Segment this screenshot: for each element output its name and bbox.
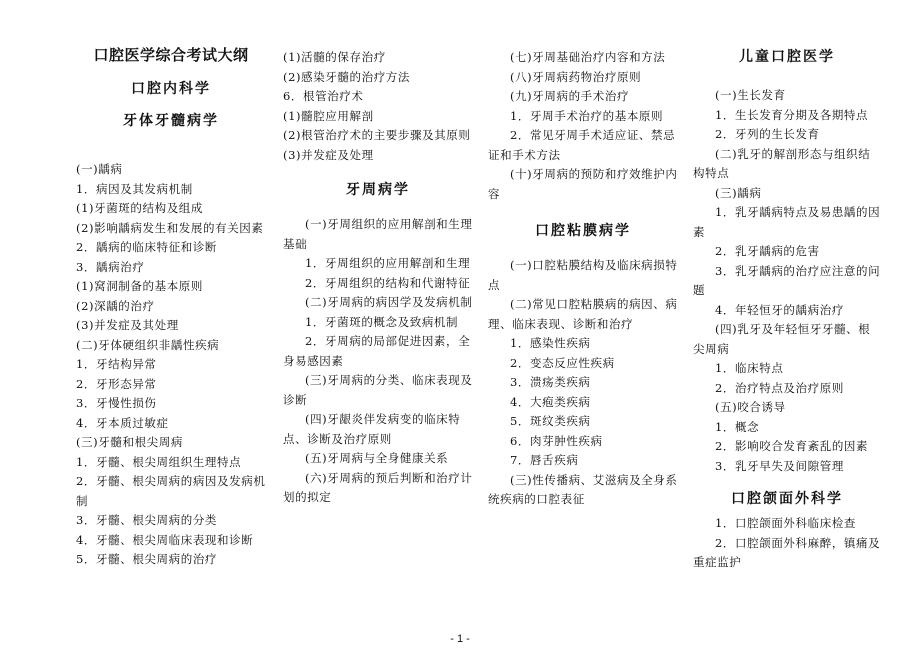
outline-item: 1．病因及其发病机制: [76, 181, 193, 196]
outline-item: 1．生长发育分期及各期特点: [715, 107, 869, 122]
outline-item: 6．肉芽肿性疾病: [510, 433, 603, 448]
outline-item: 2．牙形态异常: [76, 376, 157, 391]
outline-item: 4．年轻恒牙的龋病治疗: [715, 302, 844, 317]
outline-item: 1．牙菌斑的概念及致病机制: [305, 314, 459, 329]
column-3: [488, 44, 678, 510]
outline-item: 6．根管治疗术: [283, 89, 364, 103]
outline-item: (一)口腔粘膜结构及临床病损特点: [488, 258, 678, 292]
outline-item: 2．乳牙龋病的危害: [715, 244, 820, 258]
outline-item: (2)影响龋病发生和发展的有关因素: [76, 220, 264, 235]
outline-item: 5．斑纹类疾病: [510, 414, 591, 428]
outline-item: 3．溃疡类疾病: [510, 375, 591, 389]
outline-item: 1．口腔颌面外科临床检查: [715, 516, 857, 530]
outline-item: (三)性传播病、艾滋病及全身系统疾病的口腔表征: [488, 472, 678, 506]
subsection-title-periodontics: 牙周病学: [346, 182, 410, 198]
outline-item: (一)牙周组织的应用解剖和生理基础: [283, 217, 473, 251]
section-title-pediatric: 儿童口腔医学: [739, 49, 835, 65]
column-4: [693, 44, 881, 573]
outline-item: (四)乳牙及年轻恒牙牙髓、根尖周病: [693, 322, 871, 356]
outline-item: 1．感染性疾病: [510, 336, 591, 350]
outline-item: (三)龋病: [715, 185, 762, 200]
outline-item: (五)牙周病与全身健康关系: [305, 451, 449, 465]
outline-item: 1．概念: [715, 419, 760, 434]
outline-item: 1．牙周组织的应用解剖和生理: [305, 256, 471, 270]
outline-item: 3．乳牙早失及间隙管理: [715, 458, 844, 473]
outline-item: 3．乳牙龋病的治疗应注意的问题: [693, 263, 881, 297]
outline-item: 2．变态反应性疾病: [510, 355, 615, 370]
outline-item: (四)牙龈炎伴发病变的临床特点、诊断及治疗原则: [283, 412, 461, 446]
section-title-oral-internal: 口腔内科学: [131, 81, 211, 97]
subsection-title-endodontics: 牙体牙髓病学: [123, 113, 219, 129]
outline-item: 2．牙周病的局部促进因素，全身易感因素: [283, 334, 471, 368]
outline-item: 2．治疗特点及治疗原则: [715, 380, 844, 395]
outline-item: 5．牙髓、根尖周病的治疗: [76, 552, 218, 566]
outline-item: (一)生长发育: [715, 88, 786, 102]
outline-item: (1)牙菌斑的结构及组成: [76, 201, 203, 215]
outline-item: (2)深龋的治疗: [76, 298, 155, 313]
outline-item: (二)常见口腔粘膜病的病因、病理、临床表现、诊断和治疗: [488, 297, 678, 331]
outline-item: 1．临床特点: [715, 361, 784, 375]
outline-item: (六)牙周病的预后判断和治疗计划的拟定: [283, 470, 473, 504]
outline-item: (七)牙周基础治疗内容和方法: [510, 50, 666, 64]
outline-item: (五)咬合诱导: [715, 400, 786, 414]
outline-item: (3)并发症及其处理: [76, 318, 179, 332]
outline-item: 2．影响咬合发育紊乱的因素: [715, 439, 869, 453]
outline-item: (3)并发症及处理: [283, 147, 374, 162]
outline-item: 2．口腔颌面外科麻醉，镇痛及重症监护: [693, 535, 881, 569]
outline-item: 2．牙列的生长发育: [715, 127, 820, 141]
outline-item: (三)牙髓和根尖周病: [76, 435, 183, 449]
outline-item: 3．龋病治疗: [76, 259, 145, 274]
outline-item: (九)牙周病的手术治疗: [510, 89, 630, 103]
outline-item: (1)窝洞制备的基本原则: [76, 279, 203, 293]
outline-item: (三)牙周病的分类、临床表现及诊断: [283, 373, 473, 407]
outline-item: 7．唇舌疾病: [510, 453, 579, 467]
outline-list: [76, 160, 266, 570]
outline-item: 2．常见牙周手术适应证、禁忌证和手术方法: [488, 128, 676, 162]
outline-item: (2)感染牙髓的治疗方法: [283, 69, 410, 84]
outline-item: (一)龋病: [76, 162, 123, 176]
outline-item: 2．龋病的临床特征和诊断: [76, 240, 218, 254]
document-title: 口腔医学综合考试大纲: [93, 46, 249, 64]
outline-item: 2．牙髓、根尖周病的病因及发病机制: [76, 474, 266, 508]
outline-item: 4．牙本质过敏症: [76, 415, 169, 430]
outline-item: (二)乳牙的解剖形态与组织结构特点: [693, 146, 871, 180]
outline-item: 1．牙结构异常: [76, 357, 157, 371]
outline-item: 1．牙周手术治疗的基本原则: [510, 108, 664, 123]
outline-item: 4．大疱类疾病: [510, 394, 591, 409]
outline-item: 4．牙髓、根尖周临床表现和诊断: [76, 532, 254, 547]
outline-item: (2)根管治疗术的主要步骤及其原则: [283, 128, 471, 142]
outline-item: (1)髓腔应用解剖: [283, 108, 374, 123]
outline-item: 1．乳牙龋病特点及易患龋的因素: [693, 205, 881, 239]
subsection-title-oral-mucosa: 口腔粘膜病学: [535, 223, 631, 239]
outline-item: (二)牙周病的病因学及发病机制: [305, 295, 473, 309]
subsection-title-maxillofacial: 口腔颌面外科学: [731, 491, 843, 507]
outline-item: (八)牙周病药物治疗原则: [510, 69, 642, 84]
outline-item: 2．牙周组织的结构和代谢特征: [305, 275, 471, 290]
column-2: [283, 44, 473, 508]
outline-item: (1)活髓的保存治疗: [283, 50, 386, 64]
outline-item: (十)牙周病的预防和疗效维护内容: [488, 167, 678, 201]
outline-item: (二)牙体硬组织非龋性疾病: [76, 337, 220, 352]
outline-item: 1．牙髓、根尖周组织生理特点: [76, 454, 242, 469]
page-number: - 1 -: [450, 633, 470, 645]
column-1: [76, 44, 266, 570]
outline-item: 3．牙慢性损伤: [76, 396, 157, 410]
outline-item: 3．牙髓、根尖周病的分类: [76, 513, 218, 527]
